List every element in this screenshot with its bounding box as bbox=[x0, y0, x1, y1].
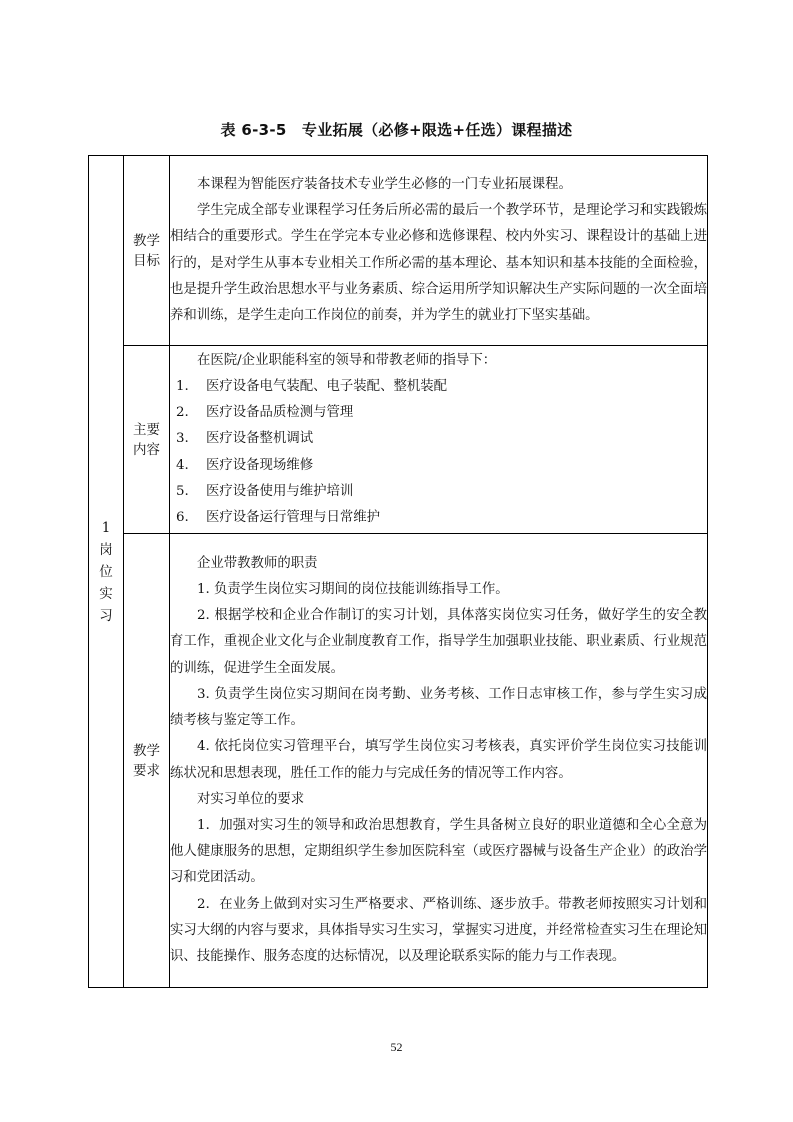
paragraph: 1. 负责学生岗位实习期间的岗位技能训练指导工作。 bbox=[197, 582, 509, 598]
paragraph: 学生完成全部专业课程学习任务后所必需的最后一个教学环节，是理论学习和实践锻炼相结合的重要形式。学生在学完本专业必修和选修课程、校内外实习、课程设计的基础上进行的，是对学生从事本专业相关工作所必需的基本理论、基本知识和基本技能的全面检验，也是提升学生政治思想水平与业务素质、综合运用所学知识解决生产实际问题的一次全面培养和训练，是学生走向工作岗位的前奏，并为学生的就业打下坚实基础。 bbox=[170, 203, 707, 323]
paragraph: 在医院/企业职能科室的领导和带教老师的指导下： bbox=[197, 352, 497, 368]
course-name-char: 岗 bbox=[99, 541, 113, 558]
list-item: 3. 医疗设备整机调试 bbox=[176, 431, 314, 447]
paragraph: 2．在业务上做到对实习生严格要求、严格训练、逐步放手。带教老师按照实习计划和实习大纲的内容与要求，具体指导实习生实习，掌握实习进度，并经常检查实习生在理论知识、技能操作、服务态度的达标情况，以及理论联系实际的能力与工作表现。 bbox=[170, 896, 707, 964]
table-title: 表 6-3-5 专业拓展（必修+限选+任选）课程描述 bbox=[220, 121, 573, 139]
list-item: 5. 医疗设备使用与维护培训 bbox=[176, 483, 354, 499]
course-name-char: 习 bbox=[99, 607, 113, 624]
list-item: 4. 医疗设备现场维修 bbox=[176, 457, 314, 473]
course-number: 1 bbox=[101, 519, 111, 536]
section-body-content bbox=[170, 346, 708, 534]
paragraph: 企业带教教师的职责 bbox=[197, 555, 318, 571]
list-item: 2. 医疗设备品质检测与管理 bbox=[176, 405, 354, 421]
section-row-requirements bbox=[89, 534, 708, 988]
list-item: 1. 医疗设备电气装配、电子装配、整机装配 bbox=[176, 378, 448, 394]
section-label-content: 主要 内容 bbox=[124, 346, 170, 534]
paragraph: 对实习单位的要求 bbox=[197, 791, 305, 807]
section-body-requirements bbox=[170, 534, 708, 988]
section-label-requirements: 教学 要求 bbox=[124, 534, 170, 988]
section-row-objectives bbox=[89, 156, 708, 346]
paragraph: 1．加强对实习生的领导和政治思想教育，学生具备树立良好的职业道德和全心全意为他人健康服务的思想，定期组织学生参加医院科室（或医疗器械与设备生产企业）的政治学习和党团活动。 bbox=[170, 817, 707, 886]
course-description-table bbox=[88, 155, 708, 988]
section-label-objectives: 教学 目标 bbox=[124, 156, 170, 346]
paragraph: 2. 根据学校和企业合作制订的实习计划，具体落实岗位实习任务，做好学生的安全教育工作，重视企业文化与企业制度教育工作，指导学生加强职业技能、职业素质、行业规范的训练，促进学生全面发展。 bbox=[170, 608, 707, 676]
paragraph: 3. 负责学生岗位实习期间在岗考勤、业务考核、工作日志审核工作，参与学生实习成绩考核与鉴定等工作。 bbox=[170, 686, 707, 729]
paragraph: 4. 依托岗位实习管理平台，填写学生岗位实习考核表，真实评价学生岗位实习技能训练状况和思想表现，胜任工作的能力与完成任务的情况等工作内容。 bbox=[170, 739, 707, 781]
page-number: 52 bbox=[390, 1040, 403, 1054]
section-body-objectives bbox=[170, 156, 708, 346]
list-item: 6. 医疗设备运行管理与日常维护 bbox=[176, 510, 381, 525]
course-name-char: 实 bbox=[99, 585, 113, 602]
course-name-char: 位 bbox=[99, 563, 113, 580]
course-name-cell bbox=[89, 156, 124, 988]
paragraph: 本课程为智能医疗装备技术专业学生必修的一门专业拓展课程。 bbox=[197, 176, 572, 192]
section-row-content bbox=[89, 346, 708, 534]
